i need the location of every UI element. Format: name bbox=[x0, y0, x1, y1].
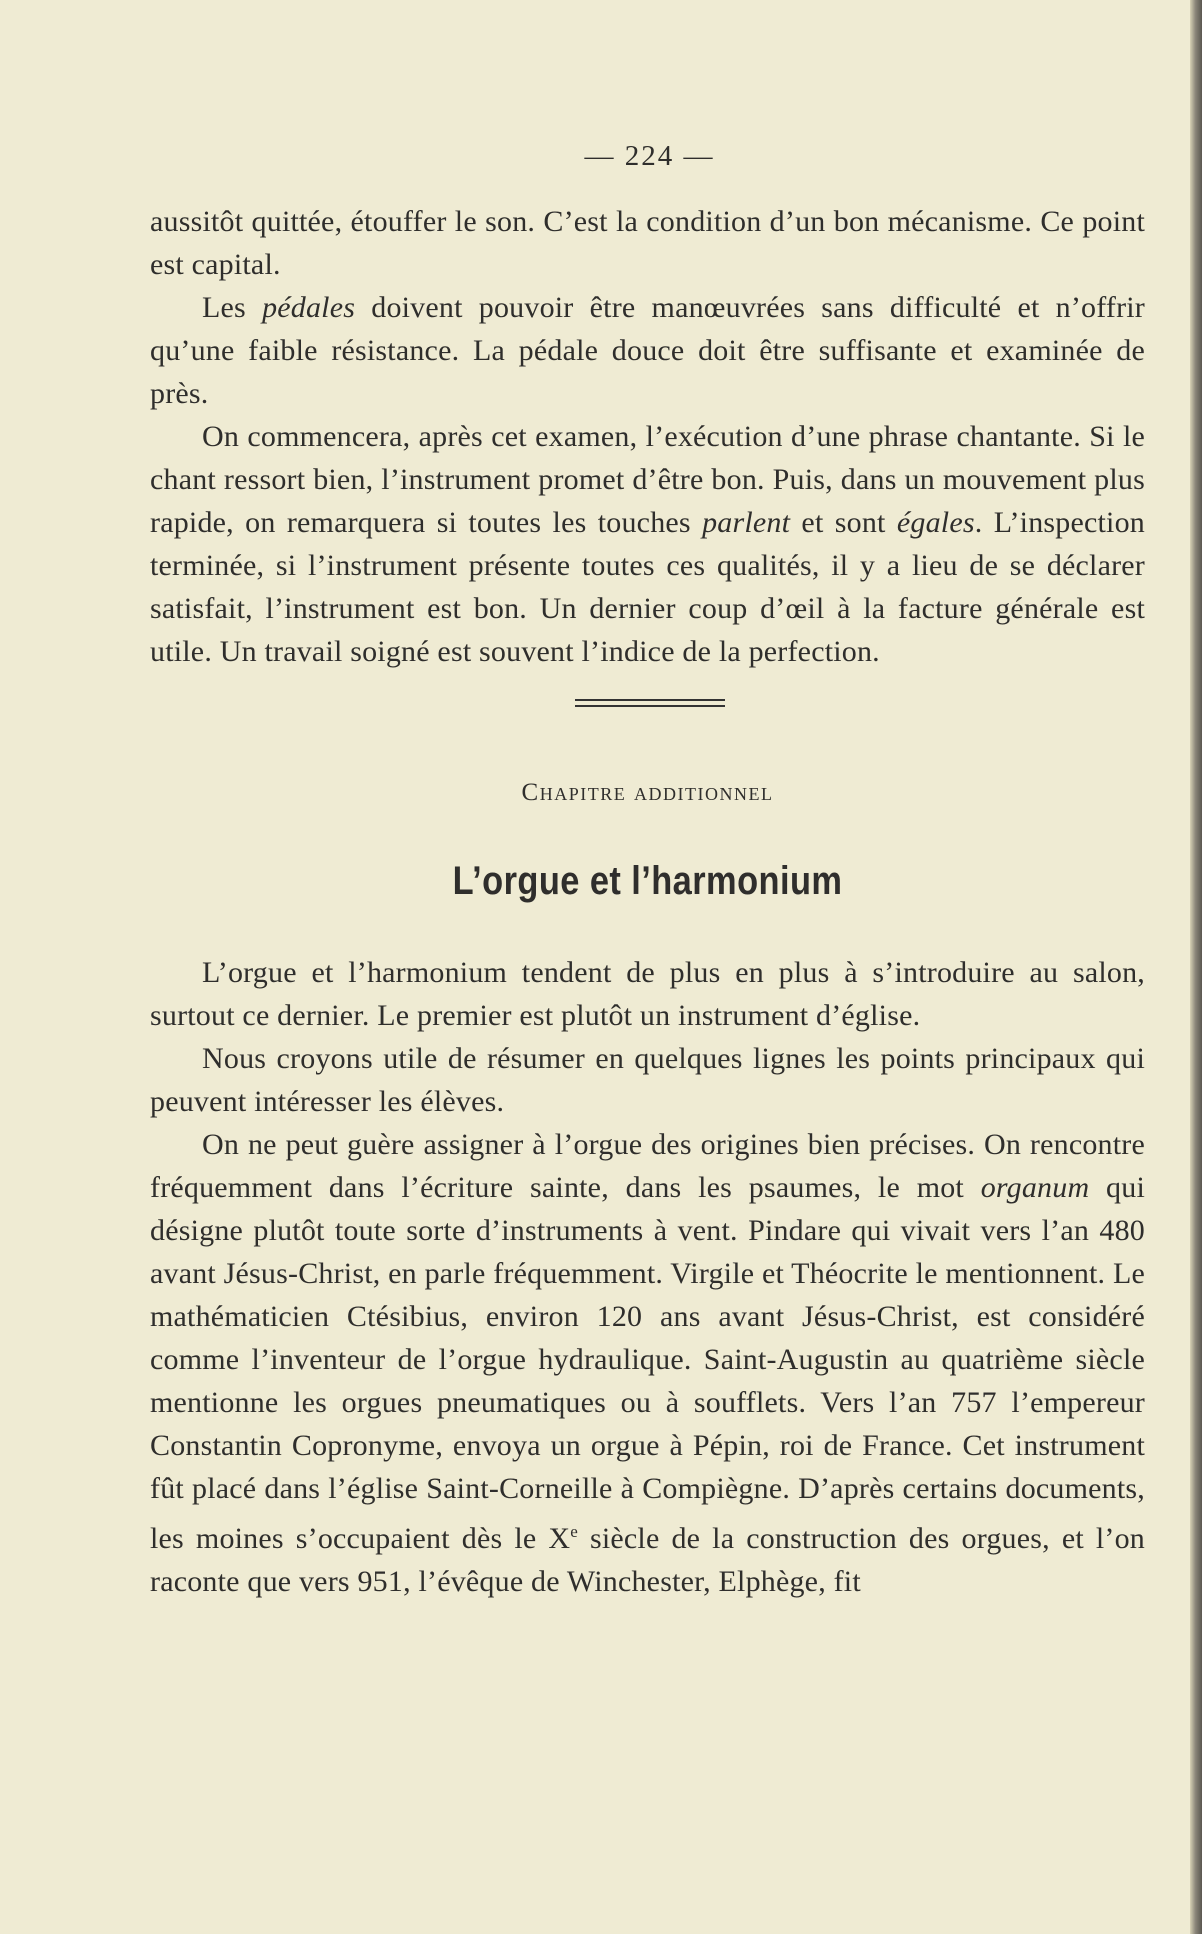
page-number: — 224 — bbox=[584, 140, 715, 172]
text-run: qui désigne plutôt toute sorte d’instruments à vent. Pindare qui vivait vers l’an 480 avant Jésus-Christ, en parle fréquemment. Virgile et Théocrite le mentionnent. Le mathématicien Ctésibius, environ 120 ans avant Jésus-Christ, est considéré comme l’inventeur de l’orgue hydraulique. Saint-Augustin au quatrième siècle mentionne les orgues pneumatiques ou à soufflets. Vers l’an 757 l’empereur Constantin Copronyme, envoya un orgue à Pépin, roi de France. Cet instrument fût placé dans l’église Saint-Corneille à Compiègne. D’après certains documents, les moines s’occupaient dès le X bbox=[150, 1171, 1145, 1555]
italic-term: organum bbox=[980, 1171, 1090, 1204]
paragraph bbox=[150, 286, 1145, 415]
text-run: Nous croyons utile de résumer en quelques lignes les points principaux qui peuvent intéresser les élèves. bbox=[150, 1042, 1145, 1118]
text-run: et sont bbox=[790, 506, 897, 539]
text-run: aussitôt quittée, étouffer le son. C’est la condition d’un bon mécanisme. Ce point est capital. bbox=[150, 205, 1145, 281]
text-run: siècle de la construction des orgues, et l’on raconte que vers 951, l’évêque de Winchester, Elphège, fit bbox=[150, 1522, 1145, 1598]
paragraph bbox=[150, 200, 1145, 286]
paragraph bbox=[150, 951, 1145, 1037]
page-edge-shadow bbox=[1190, 0, 1202, 1934]
section-divider bbox=[575, 699, 725, 707]
text-run: Les bbox=[202, 291, 263, 324]
chapter-title: L’orgue et l’harmonium bbox=[452, 859, 843, 903]
section-organ-inspection bbox=[150, 200, 1145, 673]
chapter-label: Chapitre additionnel bbox=[521, 779, 774, 806]
italic-term: pédales bbox=[262, 291, 356, 324]
italic-term: égales bbox=[896, 506, 975, 539]
text-run: On commencera, après cet examen, l’exécution d’une phrase chantante. Si le chant ressort bien, l’instrument promet d’être bon. Puis, dans un mouvement plus rapide, on remarquera si toutes les touches bbox=[150, 420, 1145, 539]
text-run: doivent pouvoir être manœuvrées sans difficulté et n’offrir qu’une faible résistance. La pédale douce doit être suffisante et examinée de près. bbox=[150, 291, 1145, 410]
paragraph bbox=[150, 415, 1145, 673]
text-run: . L’inspection terminée, si l’instrument présente toutes ces qualités, il y a lieu de se déclarer satisfait, l’instrument est bon. Un dernier coup d’œil à la facture générale est utile. Un travail soigné est souvent l’indice de la perfection. bbox=[150, 506, 1145, 668]
paragraph bbox=[150, 1123, 1145, 1603]
text-run: L’orgue et l’harmonium tendent de plus en plus à s’introduire au salon, surtout ce dernier. Le premier est plutôt un instrument d’église. bbox=[150, 956, 1145, 1032]
superscript-text: e bbox=[570, 1522, 578, 1541]
italic-term: parlent bbox=[702, 506, 791, 539]
paragraph bbox=[150, 1037, 1145, 1123]
book-page bbox=[150, 130, 1145, 1603]
text-run: On ne peut guère assigner à l’orgue des origines bien précises. On rencontre fréquemment dans l’écriture sainte, dans les psaumes, le mot bbox=[150, 1128, 1145, 1204]
section-organ-harmonium bbox=[150, 951, 1145, 1603]
